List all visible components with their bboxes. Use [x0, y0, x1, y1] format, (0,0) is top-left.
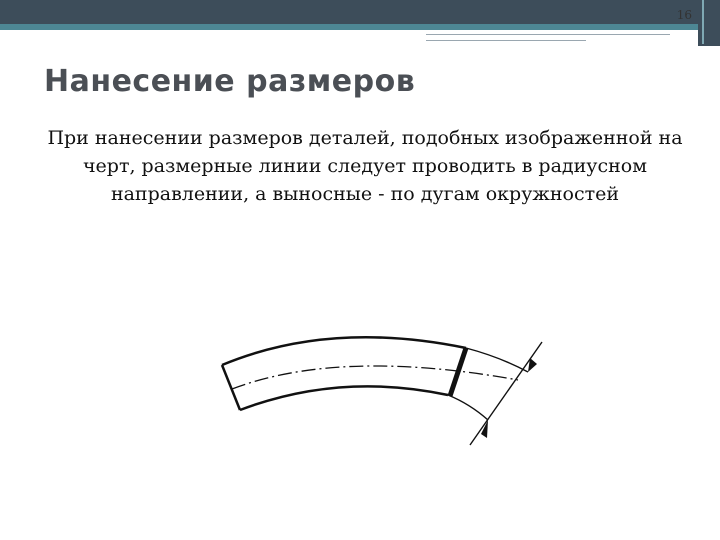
- slide-header-band: [0, 0, 720, 30]
- part-inner-arc: [240, 386, 448, 410]
- slide-title: Нанесение размеров: [44, 64, 416, 99]
- part-outer-arc: [222, 337, 466, 365]
- header-accent-stripe: [0, 24, 720, 30]
- extension-arc-outer: [466, 348, 528, 372]
- curved-part-dimension-drawing: [200, 325, 560, 455]
- slide-body-text: При нанесении размеров деталей, подобных изображенной на черт, размерные линии следует проводить в радиусном направлении, а выносные - по дугам окружностей: [47, 127, 683, 205]
- slide-number: 16: [676, 8, 692, 22]
- header-rule-upper: [426, 34, 670, 35]
- header-rule-lower: [426, 40, 586, 41]
- corner-accent-line: [702, 0, 704, 44]
- extension-arc-inner: [448, 395, 488, 420]
- dimension-arrow-inner: [481, 420, 488, 438]
- radial-dimension-line: [470, 342, 542, 445]
- slide-corner-decoration: [698, 0, 720, 46]
